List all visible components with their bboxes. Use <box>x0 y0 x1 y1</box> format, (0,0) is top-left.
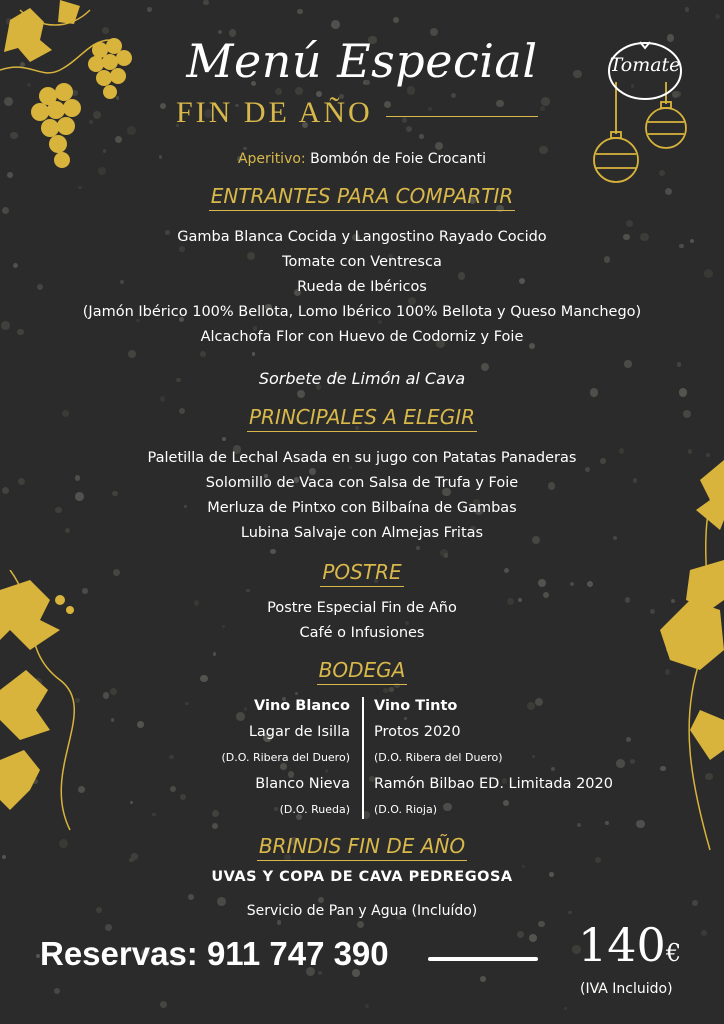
bokeh-dot <box>393 17 399 23</box>
bokeh-dot <box>564 1007 567 1010</box>
wine-name: Lagar de Isilla <box>248 724 350 740</box>
price-note: (IVA Incluido) <box>580 981 673 997</box>
postre-list <box>0 596 724 646</box>
bokeh-dot <box>246 589 249 592</box>
wine-do: (D.O. Rueda) <box>279 803 350 816</box>
bokeh-dot <box>105 924 112 931</box>
list-item: Gamba Blanca Cocida y Langostino Rayado Cocido <box>177 229 547 245</box>
entrantes-list <box>0 225 724 350</box>
bokeh-dot <box>419 134 424 139</box>
list-item: Paletilla de Lechal Asada en su jugo con Patatas Panaderas <box>147 450 577 466</box>
price <box>578 918 681 972</box>
bokeh-dot <box>297 9 303 15</box>
heading-text: ENTRANTES PARA COMPARTIR <box>209 184 516 211</box>
principales-list <box>0 446 724 546</box>
wine-name: Protos 2020 <box>374 724 461 740</box>
section-heading-bodega <box>0 658 724 682</box>
bodega-divider <box>362 697 364 819</box>
bokeh-dot <box>701 930 707 936</box>
page-title: Menú Especial <box>186 34 538 88</box>
bokeh-dot <box>365 1004 369 1008</box>
aperitivo-value: Bombón de Foie Crocanti <box>310 151 487 167</box>
bokeh-dot <box>685 7 690 12</box>
vino-tinto-label: Vino Tinto <box>374 698 458 714</box>
bokeh-dot <box>212 823 218 829</box>
section-heading-entrantes <box>0 184 724 208</box>
list-item: (Jamón Ibérico 100% Bellota, Lomo Ibérico 100% Bellota y Queso Manchego) <box>82 304 642 320</box>
bokeh-dot <box>270 549 276 555</box>
logo-text: Tomate <box>609 54 681 76</box>
wine-name: Ramón Bilbao ED. Limitada 2020 <box>374 776 613 792</box>
bokeh-dot <box>318 897 324 903</box>
bokeh-dot <box>435 142 443 150</box>
list-item: Solomillo de Vaca con Salsa de Trufa y Foie <box>205 475 519 491</box>
bokeh-dot <box>295 87 303 95</box>
bokeh-dot <box>129 858 134 863</box>
bokeh-dot <box>213 652 217 656</box>
list-item: Rueda de Ibéricos <box>297 279 427 295</box>
bokeh-dot <box>541 97 550 106</box>
bokeh-dot <box>384 101 391 108</box>
list-item: Tomate con Ventresca <box>282 254 442 270</box>
list-item: Merluza de Pintxo con Bilbaína de Gambas <box>207 500 517 516</box>
servicio-note: Servicio de Pan y Agua (Incluído) <box>246 903 478 919</box>
brindis-text: UVAS Y COPA DE CAVA PEDREGOSA <box>211 869 513 885</box>
page-subtitle: FIN DE AÑO <box>176 96 373 129</box>
wine-do: (D.O. Rioja) <box>374 803 437 816</box>
section-heading-brindis <box>0 834 724 858</box>
bokeh-dot <box>540 106 544 110</box>
vino-tinto-column <box>374 693 613 823</box>
bodega-table <box>0 693 724 823</box>
heading-text: BODEGA <box>317 658 408 685</box>
bokeh-dot <box>160 103 166 109</box>
wine-do: (D.O. Ribera del Duero) <box>221 751 350 764</box>
bokeh-dot <box>200 351 206 357</box>
heading-text: POSTRE <box>320 560 403 587</box>
subtitle-underline <box>386 116 538 117</box>
list-item: Postre Especial Fin de Año <box>267 600 457 616</box>
bokeh-dot <box>416 546 420 550</box>
sorbete: Sorbete de Limón al Cava <box>258 369 466 388</box>
bokeh-dot <box>517 931 524 938</box>
vino-blanco-label: Vino Blanco <box>254 698 350 714</box>
bokeh-dot <box>222 437 226 441</box>
bokeh-dot <box>715 14 720 19</box>
list-item: Café o Infusiones <box>299 625 425 641</box>
bokeh-dot <box>188 894 194 900</box>
heading-text: BRINDIS FIN DE AÑO <box>257 834 467 861</box>
bokeh-dot <box>252 352 255 355</box>
bokeh-dot <box>331 20 340 29</box>
bokeh-dot <box>496 100 504 108</box>
bokeh-dot <box>451 93 456 98</box>
section-heading-principales <box>0 405 724 429</box>
bokeh-dot <box>160 396 165 401</box>
list-item: Alcachofa Flor con Huevo de Codorniz y Foie <box>200 329 524 345</box>
vino-blanco-column <box>222 693 351 823</box>
heading-text: PRINCIPALES A ELEGIR <box>247 405 477 432</box>
bokeh-dot <box>203 0 208 5</box>
bokeh-dot <box>357 921 364 928</box>
reservas-phone: Reservas: 911 747 390 <box>40 935 389 972</box>
bokeh-dot <box>577 823 582 828</box>
bokeh-dot <box>128 350 136 358</box>
bokeh-dot <box>538 921 544 927</box>
reservas-divider <box>428 957 538 961</box>
bokeh-dot <box>522 865 526 869</box>
list-item: Lubina Salvaje con Almejas Fritas <box>240 525 484 541</box>
bokeh-dot <box>406 126 412 132</box>
bokeh-dot <box>275 88 282 95</box>
price-currency: € <box>665 939 682 967</box>
bokeh-dot <box>243 147 246 150</box>
wine-do: (D.O. Ribera del Duero) <box>374 751 503 764</box>
bokeh-dot <box>444 553 449 558</box>
wine-name: Blanco Nieva <box>255 776 350 792</box>
price-amount: 140 <box>578 918 666 972</box>
bokeh-dot <box>54 988 60 994</box>
section-heading-postre <box>0 560 724 584</box>
bokeh-dot <box>480 976 486 982</box>
aperitivo <box>0 151 724 167</box>
bokeh-dot <box>160 1001 167 1008</box>
bokeh-dot <box>389 687 393 691</box>
aperitivo-label: Aperitivo: <box>237 151 306 167</box>
bokeh-dot <box>428 107 432 111</box>
bokeh-dot <box>402 117 408 123</box>
bokeh-dot <box>277 920 282 925</box>
bokeh-dot <box>529 934 537 942</box>
